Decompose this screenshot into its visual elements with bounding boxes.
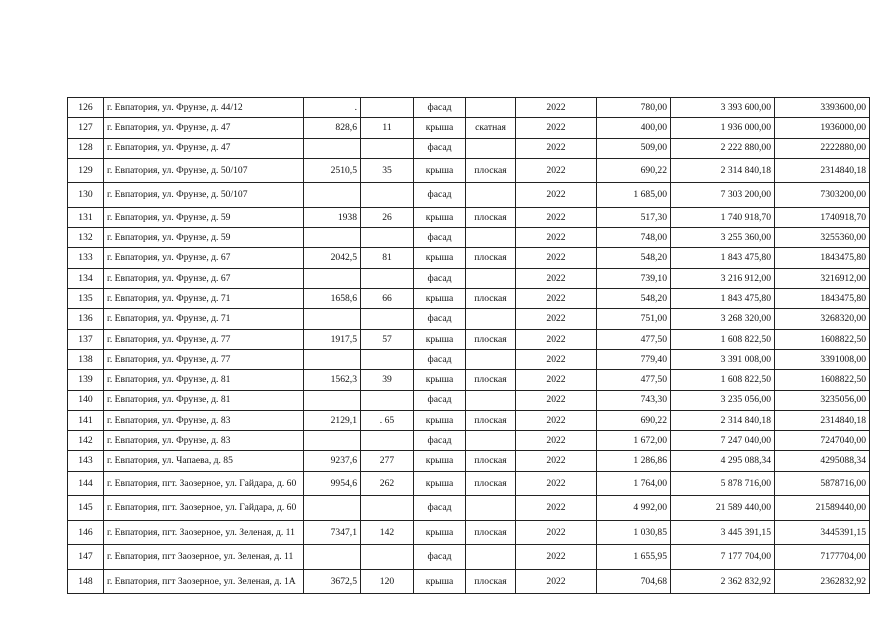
table-row <box>68 349 870 369</box>
address-cell: г. Евпатория, ул. Фрунзе, д. 50/107 <box>104 158 304 183</box>
area-cell <box>304 349 361 369</box>
apartments-cell: . 65 <box>361 410 414 430</box>
total-cost-cell: 7 177 704,00 <box>671 545 775 570</box>
work-type-cell: фасад <box>414 390 466 410</box>
roof-type-cell: плоская <box>466 471 516 496</box>
address-cell: г. Евпатория, пгт. Заозерное, ул. Гайдара, д. 60 <box>104 496 304 521</box>
table-row <box>68 545 870 570</box>
roof-type-cell: скатная <box>466 118 516 138</box>
total-cost-cell: 3 216 912,00 <box>671 268 775 288</box>
table-row <box>68 158 870 183</box>
row-number: 147 <box>68 545 104 570</box>
address-cell: г. Евпатория, ул. Фрунзе, д. 50/107 <box>104 183 304 208</box>
row-number: 142 <box>68 431 104 451</box>
work-type-cell: фасад <box>414 183 466 208</box>
work-type-cell: крыша <box>414 118 466 138</box>
amount-cell: 7247040,00 <box>775 431 870 451</box>
total-cost-cell: 2 314 840,18 <box>671 410 775 430</box>
total-cost-cell: 2 222 880,00 <box>671 138 775 158</box>
address-cell: г. Евпатория, ул. Фрунзе, д. 81 <box>104 390 304 410</box>
total-cost-cell: 21 589 440,00 <box>671 496 775 521</box>
repair-schedule-table <box>67 97 870 594</box>
work-type-cell: фасад <box>414 98 466 118</box>
year-cell: 2022 <box>516 569 597 594</box>
address-cell: г. Евпатория, ул. Фрунзе, д. 47 <box>104 138 304 158</box>
address-cell: г. Евпатория, пгт Заозерное, ул. Зеленая, д. 1А <box>104 569 304 594</box>
table-row <box>68 496 870 521</box>
address-cell: г. Евпатория, ул. Фрунзе, д. 67 <box>104 248 304 268</box>
table-row <box>68 228 870 248</box>
unit-cost-cell: 477,50 <box>597 329 671 349</box>
roof-type-cell: плоская <box>466 248 516 268</box>
row-number: 133 <box>68 248 104 268</box>
area-cell <box>304 431 361 451</box>
unit-cost-cell: 1 685,00 <box>597 183 671 208</box>
year-cell: 2022 <box>516 309 597 329</box>
work-type-cell: крыша <box>414 410 466 430</box>
apartments-cell: 277 <box>361 451 414 471</box>
area-cell: 3672,5 <box>304 569 361 594</box>
work-type-cell: фасад <box>414 545 466 570</box>
row-number: 145 <box>68 496 104 521</box>
row-number: 128 <box>68 138 104 158</box>
unit-cost-cell: 690,22 <box>597 410 671 430</box>
work-type-cell: крыша <box>414 520 466 545</box>
unit-cost-cell: 509,00 <box>597 138 671 158</box>
address-cell: г. Евпатория, пгт. Заозерное, ул. Зеленая, д. 11 <box>104 520 304 545</box>
year-cell: 2022 <box>516 431 597 451</box>
roof-type-cell: плоская <box>466 207 516 227</box>
amount-cell: 7303200,00 <box>775 183 870 208</box>
total-cost-cell: 7 303 200,00 <box>671 183 775 208</box>
address-cell: г. Евпатория, ул. Фрунзе, д. 47 <box>104 118 304 138</box>
roof-type-cell <box>466 349 516 369</box>
area-cell: 1562,3 <box>304 370 361 390</box>
total-cost-cell: 1 608 822,50 <box>671 370 775 390</box>
year-cell: 2022 <box>516 496 597 521</box>
table-row <box>68 471 870 496</box>
total-cost-cell: 2 362 832,92 <box>671 569 775 594</box>
year-cell: 2022 <box>516 520 597 545</box>
work-type-cell: крыша <box>414 569 466 594</box>
year-cell: 2022 <box>516 451 597 471</box>
row-number: 136 <box>68 309 104 329</box>
work-type-cell: крыша <box>414 248 466 268</box>
area-cell <box>304 138 361 158</box>
area-cell <box>304 268 361 288</box>
work-type-cell: крыша <box>414 289 466 309</box>
table-row <box>68 309 870 329</box>
area-cell <box>304 183 361 208</box>
table-row <box>68 520 870 545</box>
row-number: 144 <box>68 471 104 496</box>
work-type-cell: крыша <box>414 370 466 390</box>
address-cell: г. Евпатория, ул. Фрунзе, д. 67 <box>104 268 304 288</box>
total-cost-cell: 5 878 716,00 <box>671 471 775 496</box>
roof-type-cell <box>466 309 516 329</box>
table-row <box>68 183 870 208</box>
year-cell: 2022 <box>516 138 597 158</box>
area-cell: 828,6 <box>304 118 361 138</box>
roof-type-cell <box>466 138 516 158</box>
work-type-cell: крыша <box>414 471 466 496</box>
roof-type-cell <box>466 431 516 451</box>
table-row <box>68 569 870 594</box>
apartments-cell: 142 <box>361 520 414 545</box>
unit-cost-cell: 517,30 <box>597 207 671 227</box>
amount-cell: 1608822,50 <box>775 329 870 349</box>
apartments-cell <box>361 268 414 288</box>
apartments-cell <box>361 431 414 451</box>
unit-cost-cell: 1 655,95 <box>597 545 671 570</box>
area-cell <box>304 545 361 570</box>
row-number: 138 <box>68 349 104 369</box>
apartments-cell: 26 <box>361 207 414 227</box>
table-row <box>68 390 870 410</box>
unit-cost-cell: 400,00 <box>597 118 671 138</box>
total-cost-cell: 2 314 840,18 <box>671 158 775 183</box>
table-row <box>68 248 870 268</box>
area-cell: 2042,5 <box>304 248 361 268</box>
area-cell: 9237,6 <box>304 451 361 471</box>
table-row <box>68 118 870 138</box>
table-row <box>68 98 870 118</box>
roof-type-cell <box>466 268 516 288</box>
row-number: 131 <box>68 207 104 227</box>
amount-cell: 3216912,00 <box>775 268 870 288</box>
roof-type-cell: плоская <box>466 289 516 309</box>
row-number: 132 <box>68 228 104 248</box>
roof-type-cell: плоская <box>466 569 516 594</box>
total-cost-cell: 1 740 918,70 <box>671 207 775 227</box>
amount-cell: 2362832,92 <box>775 569 870 594</box>
year-cell: 2022 <box>516 471 597 496</box>
year-cell: 2022 <box>516 545 597 570</box>
address-cell: г. Евпатория, пгт. Заозерное, ул. Гайдара, д. 60 <box>104 471 304 496</box>
year-cell: 2022 <box>516 329 597 349</box>
apartments-cell: 11 <box>361 118 414 138</box>
area-cell: . <box>304 98 361 118</box>
unit-cost-cell: 1 764,00 <box>597 471 671 496</box>
amount-cell: 21589440,00 <box>775 496 870 521</box>
amount-cell: 1608822,50 <box>775 370 870 390</box>
amount-cell: 7177704,00 <box>775 545 870 570</box>
area-cell: 2510,5 <box>304 158 361 183</box>
total-cost-cell: 1 608 822,50 <box>671 329 775 349</box>
roof-type-cell: плоская <box>466 520 516 545</box>
roof-type-cell <box>466 98 516 118</box>
year-cell: 2022 <box>516 349 597 369</box>
apartments-cell: 81 <box>361 248 414 268</box>
unit-cost-cell: 751,00 <box>597 309 671 329</box>
year-cell: 2022 <box>516 183 597 208</box>
table-row <box>68 268 870 288</box>
roof-type-cell: плоская <box>466 410 516 430</box>
apartments-cell <box>361 545 414 570</box>
work-type-cell: крыша <box>414 451 466 471</box>
total-cost-cell: 3 268 320,00 <box>671 309 775 329</box>
unit-cost-cell: 1 286,86 <box>597 451 671 471</box>
total-cost-cell: 3 393 600,00 <box>671 98 775 118</box>
row-number: 126 <box>68 98 104 118</box>
row-number: 137 <box>68 329 104 349</box>
year-cell: 2022 <box>516 118 597 138</box>
unit-cost-cell: 548,20 <box>597 289 671 309</box>
area-cell: 2129,1 <box>304 410 361 430</box>
amount-cell: 3235056,00 <box>775 390 870 410</box>
address-cell: г. Евпатория, ул. Фрунзе, д. 83 <box>104 410 304 430</box>
work-type-cell: фасад <box>414 309 466 329</box>
year-cell: 2022 <box>516 370 597 390</box>
address-cell: г. Евпатория, ул. Фрунзе, д. 71 <box>104 289 304 309</box>
apartments-cell <box>361 138 414 158</box>
apartments-cell: 262 <box>361 471 414 496</box>
unit-cost-cell: 690,22 <box>597 158 671 183</box>
table-row <box>68 431 870 451</box>
apartments-cell <box>361 496 414 521</box>
amount-cell: 4295088,34 <box>775 451 870 471</box>
amount-cell: 5878716,00 <box>775 471 870 496</box>
unit-cost-cell: 704,68 <box>597 569 671 594</box>
row-number: 127 <box>68 118 104 138</box>
amount-cell: 2314840,18 <box>775 158 870 183</box>
amount-cell: 1740918,70 <box>775 207 870 227</box>
table-row <box>68 370 870 390</box>
amount-cell: 1843475,80 <box>775 289 870 309</box>
work-type-cell: крыша <box>414 207 466 227</box>
table-row <box>68 451 870 471</box>
roof-type-cell: плоская <box>466 158 516 183</box>
roof-type-cell <box>466 496 516 521</box>
total-cost-cell: 1 843 475,80 <box>671 289 775 309</box>
amount-cell: 2314840,18 <box>775 410 870 430</box>
roof-type-cell <box>466 183 516 208</box>
amount-cell: 3268320,00 <box>775 309 870 329</box>
table-row <box>68 207 870 227</box>
total-cost-cell: 1 936 000,00 <box>671 118 775 138</box>
roof-type-cell: плоская <box>466 370 516 390</box>
year-cell: 2022 <box>516 207 597 227</box>
address-cell: г. Евпатория, ул. Фрунзе, д. 71 <box>104 309 304 329</box>
unit-cost-cell: 1 672,00 <box>597 431 671 451</box>
year-cell: 2022 <box>516 248 597 268</box>
unit-cost-cell: 780,00 <box>597 98 671 118</box>
apartments-cell: 39 <box>361 370 414 390</box>
unit-cost-cell: 743,30 <box>597 390 671 410</box>
apartments-cell <box>361 98 414 118</box>
work-type-cell: фасад <box>414 496 466 521</box>
roof-type-cell <box>466 390 516 410</box>
area-cell <box>304 390 361 410</box>
total-cost-cell: 3 235 056,00 <box>671 390 775 410</box>
apartments-cell: 35 <box>361 158 414 183</box>
area-cell <box>304 228 361 248</box>
year-cell: 2022 <box>516 390 597 410</box>
year-cell: 2022 <box>516 289 597 309</box>
year-cell: 2022 <box>516 268 597 288</box>
work-type-cell: фасад <box>414 138 466 158</box>
row-number: 135 <box>68 289 104 309</box>
amount-cell: 3391008,00 <box>775 349 870 369</box>
unit-cost-cell: 1 030,85 <box>597 520 671 545</box>
address-cell: г. Евпатория, ул. Фрунзе, д. 59 <box>104 228 304 248</box>
total-cost-cell: 3 445 391,15 <box>671 520 775 545</box>
roof-type-cell <box>466 228 516 248</box>
year-cell: 2022 <box>516 228 597 248</box>
unit-cost-cell: 748,00 <box>597 228 671 248</box>
address-cell: г. Евпатория, пгт Заозерное, ул. Зеленая, д. 11 <box>104 545 304 570</box>
row-number: 148 <box>68 569 104 594</box>
unit-cost-cell: 548,20 <box>597 248 671 268</box>
row-number: 130 <box>68 183 104 208</box>
apartments-cell <box>361 349 414 369</box>
apartments-cell <box>361 390 414 410</box>
area-cell: 7347,1 <box>304 520 361 545</box>
row-number: 139 <box>68 370 104 390</box>
area-cell: 9954,6 <box>304 471 361 496</box>
area-cell: 1917,5 <box>304 329 361 349</box>
amount-cell: 2222880,00 <box>775 138 870 158</box>
row-number: 129 <box>68 158 104 183</box>
unit-cost-cell: 739,10 <box>597 268 671 288</box>
address-cell: г. Евпатория, ул. Фрунзе, д. 81 <box>104 370 304 390</box>
address-cell: г. Евпатория, ул. Фрунзе, д. 77 <box>104 329 304 349</box>
total-cost-cell: 1 843 475,80 <box>671 248 775 268</box>
total-cost-cell: 3 391 008,00 <box>671 349 775 369</box>
work-type-cell: фасад <box>414 268 466 288</box>
work-type-cell: фасад <box>414 431 466 451</box>
year-cell: 2022 <box>516 410 597 430</box>
apartments-cell: 66 <box>361 289 414 309</box>
address-cell: г. Евпатория, ул. Фрунзе, д. 44/12 <box>104 98 304 118</box>
apartments-cell <box>361 309 414 329</box>
table-body <box>68 98 870 594</box>
roof-type-cell <box>466 545 516 570</box>
row-number: 140 <box>68 390 104 410</box>
amount-cell: 3393600,00 <box>775 98 870 118</box>
apartments-cell <box>361 228 414 248</box>
work-type-cell: фасад <box>414 228 466 248</box>
year-cell: 2022 <box>516 98 597 118</box>
row-number: 141 <box>68 410 104 430</box>
work-type-cell: крыша <box>414 329 466 349</box>
work-type-cell: крыша <box>414 158 466 183</box>
row-number: 143 <box>68 451 104 471</box>
area-cell: 1938 <box>304 207 361 227</box>
unit-cost-cell: 477,50 <box>597 370 671 390</box>
apartments-cell <box>361 183 414 208</box>
unit-cost-cell: 4 992,00 <box>597 496 671 521</box>
area-cell <box>304 309 361 329</box>
amount-cell: 3445391,15 <box>775 520 870 545</box>
table-row <box>68 329 870 349</box>
table-row <box>68 410 870 430</box>
roof-type-cell: плоская <box>466 329 516 349</box>
address-cell: г. Евпатория, ул. Чапаева, д. 85 <box>104 451 304 471</box>
address-cell: г. Евпатория, ул. Фрунзе, д. 83 <box>104 431 304 451</box>
apartments-cell: 57 <box>361 329 414 349</box>
total-cost-cell: 4 295 088,34 <box>671 451 775 471</box>
area-cell <box>304 496 361 521</box>
total-cost-cell: 3 255 360,00 <box>671 228 775 248</box>
address-cell: г. Евпатория, ул. Фрунзе, д. 59 <box>104 207 304 227</box>
table-row <box>68 289 870 309</box>
work-type-cell: фасад <box>414 349 466 369</box>
amount-cell: 1936000,00 <box>775 118 870 138</box>
table-row <box>68 138 870 158</box>
apartments-cell: 120 <box>361 569 414 594</box>
address-cell: г. Евпатория, ул. Фрунзе, д. 77 <box>104 349 304 369</box>
roof-type-cell: плоская <box>466 451 516 471</box>
amount-cell: 1843475,80 <box>775 248 870 268</box>
unit-cost-cell: 779,40 <box>597 349 671 369</box>
row-number: 134 <box>68 268 104 288</box>
total-cost-cell: 7 247 040,00 <box>671 431 775 451</box>
amount-cell: 3255360,00 <box>775 228 870 248</box>
area-cell: 1658,6 <box>304 289 361 309</box>
year-cell: 2022 <box>516 158 597 183</box>
row-number: 146 <box>68 520 104 545</box>
